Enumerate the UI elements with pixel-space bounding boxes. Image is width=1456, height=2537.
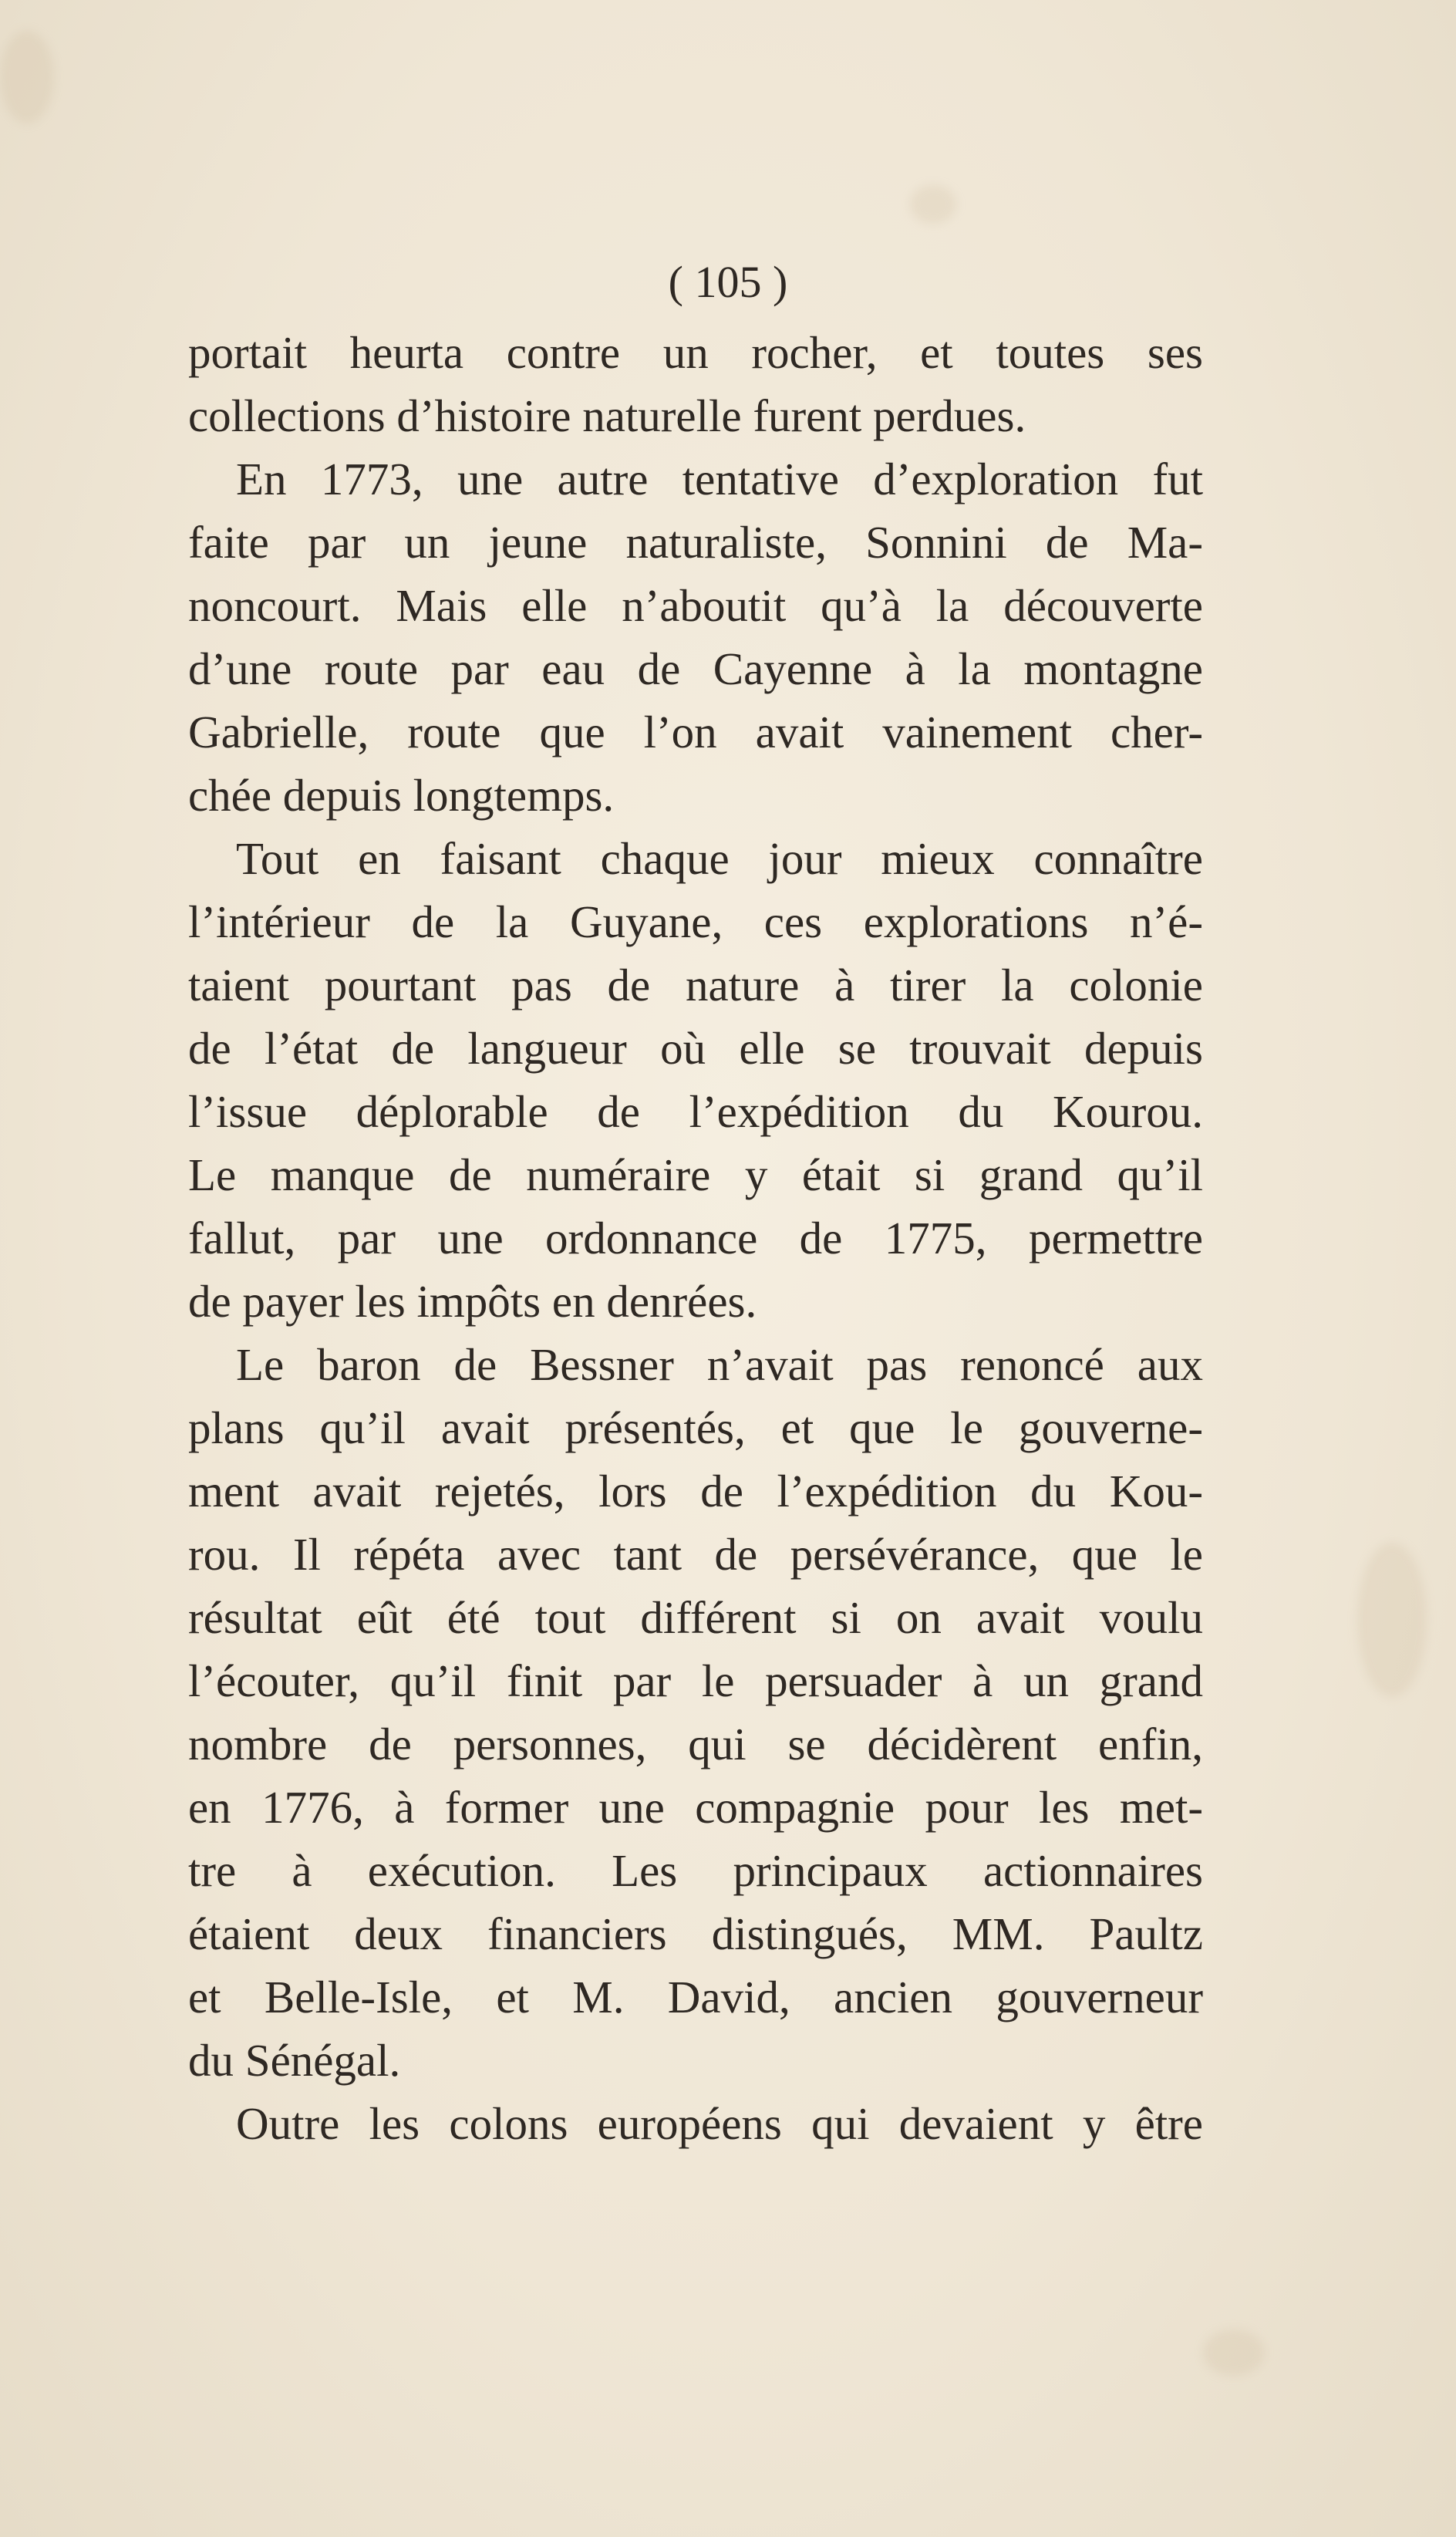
paper-stain <box>0 31 54 123</box>
text-line: portait heurta contre un rocher, et toutes ses <box>188 327 1203 378</box>
page-text <box>188 321 1203 2155</box>
text-line: de payer les impôts en denrées. <box>188 1276 757 1327</box>
paper-stain <box>1203 2330 1265 2376</box>
text-line: faite par un jeune naturaliste, Sonnini de Ma- <box>188 517 1203 568</box>
text-line: en 1776, à former une compagnie pour les met- <box>188 1782 1203 1833</box>
text-line: de l’état de langueur où elle se trouvait depuis <box>188 1023 1203 1074</box>
text-line: chée depuis longtemps. <box>188 770 615 821</box>
text-line: et Belle-Isle, et M. David, ancien gouverneur <box>188 1972 1203 2023</box>
text-line: noncourt. Mais elle n’aboutit qu’à la découverte <box>188 580 1203 631</box>
text-line: d’une route par eau de Cayenne à la montagne <box>188 643 1203 694</box>
text-line: Outre les colons européens qui devaient y être <box>236 2098 1203 2149</box>
paper-stain <box>910 185 956 224</box>
text-line: ment avait rejetés, lors de l’expédition du Kou- <box>188 1466 1203 1516</box>
text-line: Gabrielle, route que l’on avait vainement cher- <box>188 707 1203 757</box>
text-line: du Sénégal. <box>188 2035 401 2086</box>
page-number: ( 105 ) <box>668 257 788 307</box>
text-line: fallut, par une ordonnance de 1775, permettre <box>188 1213 1203 1263</box>
text-line: l’intérieur de la Guyane, ces explorations n’é- <box>188 896 1203 947</box>
text-line: taient pourtant pas de nature à tirer la colonie <box>188 960 1203 1010</box>
text-line: Le manque de numéraire y était si grand qu’il <box>188 1149 1203 1200</box>
text-line: nombre de personnes, qui se décidèrent enfin, <box>188 1719 1203 1769</box>
text-line: l’issue déplorable de l’expédition du Kourou. <box>188 1086 1203 1137</box>
text-line: tre à exécution. Les principaux actionnaires <box>188 1845 1203 1896</box>
text-line: En 1773, une autre tentative d’exploration fut <box>236 454 1203 504</box>
text-line: plans qu’il avait présentés, et que le gouverne- <box>188 1402 1203 1453</box>
text-line: l’écouter, qu’il finit par le persuader à un grand <box>188 1655 1203 1706</box>
paper-stain <box>1357 1543 1427 1697</box>
text-line: étaient deux financiers distingués, MM. Paultz <box>188 1908 1203 1959</box>
text-line: Le baron de Bessner n’avait pas renoncé aux <box>236 1339 1203 1390</box>
text-line: rou. Il répéta avec tant de persévérance, que le <box>188 1529 1203 1580</box>
text-line: Tout en faisant chaque jour mieux connaître <box>236 833 1203 884</box>
text-line: résultat eût été tout différent si on avait voulu <box>188 1592 1203 1643</box>
text-line: collections d’histoire naturelle furent perdues. <box>188 390 1026 441</box>
